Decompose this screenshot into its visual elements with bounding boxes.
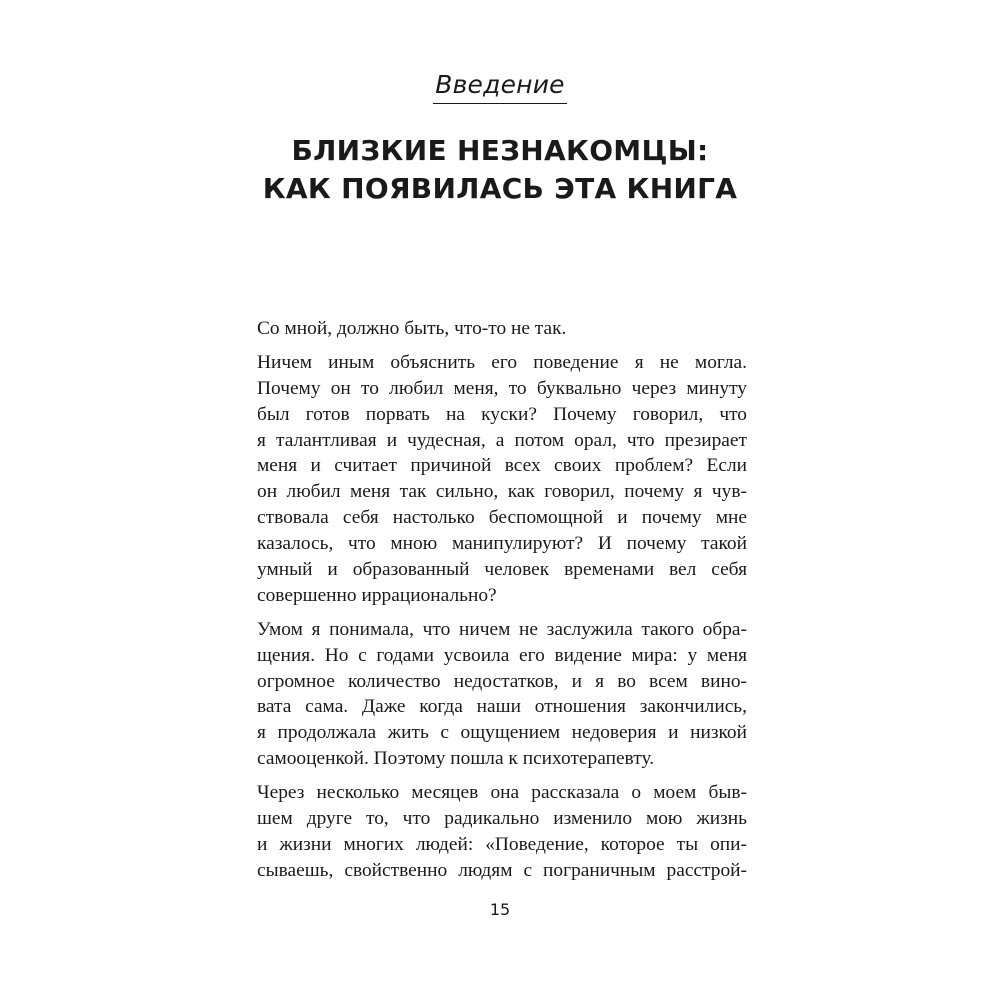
chapter-label-container: [0, 68, 1000, 104]
text-line: шем друге то, что радикально изменило мою жизнь: [257, 808, 747, 830]
paragraph: [257, 780, 747, 884]
text-line: я продолжала жить с ощущением недоверия и низкой: [257, 722, 747, 744]
paragraph: [257, 316, 747, 342]
text-line: сываешь, свойственно людям с пограничным расстрой-: [257, 859, 747, 881]
text-line: Ничем иным объяснить его поведение я не могла.: [257, 351, 747, 373]
paragraph: [257, 617, 747, 772]
text-line: казалось, что мною манипулируют? И почему такой: [257, 533, 747, 555]
chapter-title-line: КАК ПОЯВИЛАСЬ ЭТА КНИГА: [262, 172, 738, 205]
text-line: Через несколько месяцев она рассказала о моем быв-: [257, 782, 747, 804]
page-number: 15: [489, 900, 511, 919]
text-line: Почему он то любил меня, то буквально через минуту: [257, 377, 747, 399]
text-line: я талантливая и чудесная, а потом орал, что презирает: [257, 429, 747, 451]
text-line: вата сама. Даже когда наши отношения закончились,: [257, 696, 747, 718]
text-line: самооценкой. Поэтому пошла к психотерапевту.: [257, 748, 655, 770]
chapter-title: [0, 132, 1000, 208]
text-line: Умом я понимала, что ничем не заслужила такого обра-: [257, 618, 747, 640]
text-line: совершенно иррационально?: [257, 584, 497, 606]
text-line: Со мной, должно быть, что-то не так.: [257, 318, 567, 339]
text-line: щения. Но с годами усвоила его видение мира: у меня: [257, 644, 747, 666]
text-line: и жизни многих людей: «Поведение, которое ты опи-: [257, 833, 747, 855]
text-line: умный и образованный человек временами вел себя: [257, 559, 747, 581]
text-line: огромное количество недостатков, и я во всем вино-: [257, 670, 747, 692]
paragraph: [257, 350, 747, 609]
text-line: ствовала себя настолько беспомощной и почему мне: [257, 507, 747, 529]
body-text: [257, 316, 747, 892]
text-line: он любил меня так сильно, как говорил, почему я чув-: [257, 481, 747, 503]
text-line: был готов порвать на куски? Почему говорил, что: [257, 403, 747, 425]
text-line: меня и считает причиной всех своих проблем? Если: [257, 455, 747, 477]
chapter-title-line: БЛИЗКИЕ НЕЗНАКОМЦЫ:: [291, 134, 709, 167]
chapter-label: Введение: [433, 68, 567, 104]
